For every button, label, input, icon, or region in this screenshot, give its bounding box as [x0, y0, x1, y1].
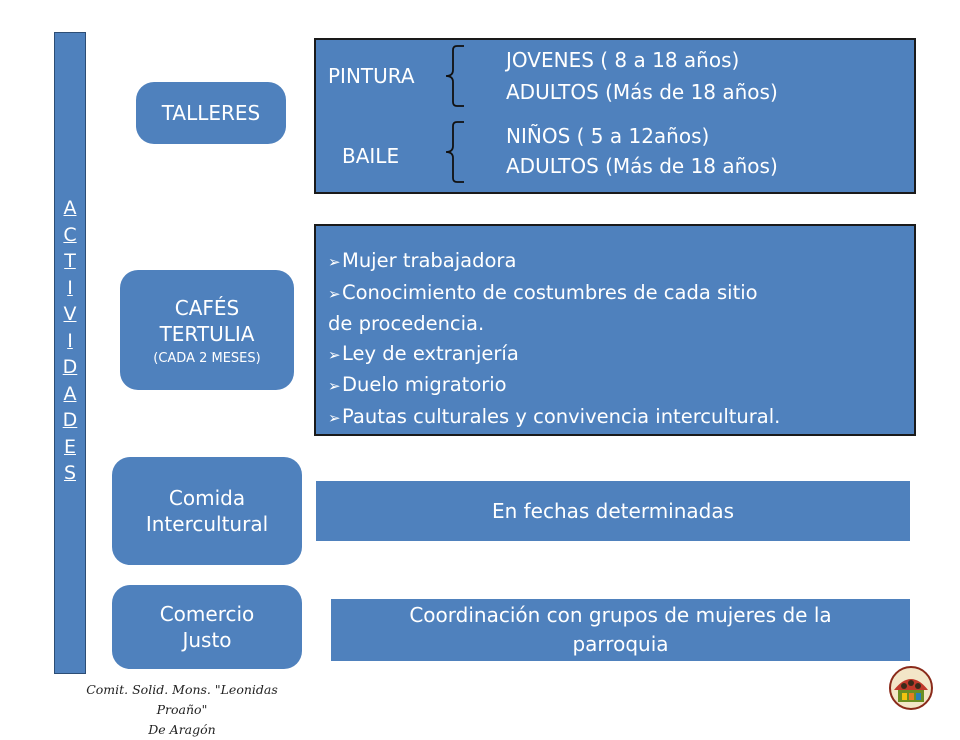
actividades-letter: D: [62, 356, 78, 378]
actividades-bar: [54, 32, 86, 674]
comercio-line2: Justo: [182, 628, 232, 652]
cafes-tertulia-box: [120, 270, 294, 390]
actividades-letter: T: [64, 250, 76, 272]
arrowhead-bullet-icon: ➢: [328, 377, 341, 395]
cafes-subtitle: (CADA 2 MESES): [153, 350, 261, 366]
baile-group-adultos: ADULTOS (Más de 18 años): [506, 154, 778, 178]
baile-brace: [444, 120, 468, 184]
comercio-note-line1: Coordinación con grupos de mujeres de la: [409, 603, 832, 627]
comercio-line1: Comercio: [159, 602, 255, 626]
actividades-letter: C: [63, 223, 77, 246]
actividades-label: [55, 195, 85, 487]
comida-note-text: En fechas determinadas: [491, 499, 735, 523]
cafes-topics-list: [328, 246, 780, 433]
topic-text: Mujer trabajadora: [342, 249, 517, 272]
pintura-group-jovenes: JOVENES ( 8 a 18 años): [506, 48, 740, 72]
list-item: [328, 370, 780, 402]
topic-text: Duelo migratorio: [342, 373, 507, 396]
actividades-letter: A: [63, 197, 77, 219]
actividades-letter: D: [62, 409, 78, 431]
comida-intercultural-box: [112, 457, 302, 565]
footer-line1: Comit. Solid. Mons. "Leonidas Proaño": [86, 682, 278, 717]
cafes-title-line1: CAFÉS: [174, 295, 240, 320]
talleres-detail-box: [314, 38, 916, 194]
comida-line1: Comida: [168, 486, 246, 510]
footer-signature: [62, 680, 302, 740]
actividades-letter: E: [63, 435, 76, 458]
topic-text: Ley de extranjería: [342, 341, 519, 365]
topic-text: Pautas culturales y convivencia intercultural.: [342, 404, 781, 428]
talleres-box: [136, 82, 286, 144]
actividades-letter: S: [63, 462, 77, 484]
comercio-note-box: [331, 599, 910, 661]
footer-line2: De Aragón: [148, 722, 216, 737]
list-item: [328, 402, 780, 434]
arrowhead-bullet-icon: ➢: [328, 253, 341, 271]
committee-logo-icon: [886, 662, 936, 712]
cafes-topics-box: [314, 224, 916, 436]
pintura-label: PINTURA: [328, 64, 415, 88]
actividades-letter: V: [63, 303, 77, 325]
arrowhead-bullet-icon: ➢: [328, 284, 341, 303]
topic-text: de procedencia.: [328, 312, 485, 335]
pintura-group-adultos: ADULTOS (Más de 18 años): [506, 80, 778, 104]
arrowhead-bullet-icon: ➢: [328, 408, 341, 427]
actividades-letter: I: [67, 276, 73, 299]
comercio-note-line2: parroquia: [572, 632, 669, 656]
comida-note-box: [316, 481, 910, 541]
arrowhead-bullet-icon: ➢: [328, 345, 341, 364]
list-item: [328, 246, 780, 278]
talleres-label: TALLERES: [161, 101, 261, 125]
list-item: [328, 339, 780, 371]
list-item-continuation: [328, 309, 780, 339]
baile-label: BAILE: [342, 144, 400, 168]
comida-line2: Intercultural: [145, 512, 269, 536]
actividades-letter: I: [67, 329, 73, 352]
pintura-brace: [444, 44, 468, 108]
list-item: [328, 278, 780, 310]
actividades-letter: A: [63, 382, 77, 405]
topic-text: Conocimiento de costumbres de cada sitio: [342, 280, 758, 304]
comercio-justo-box: [112, 585, 302, 669]
cafes-title-line2: TERTULIA: [159, 321, 255, 346]
baile-group-ninos: NIÑOS ( 5 a 12años): [506, 124, 710, 148]
